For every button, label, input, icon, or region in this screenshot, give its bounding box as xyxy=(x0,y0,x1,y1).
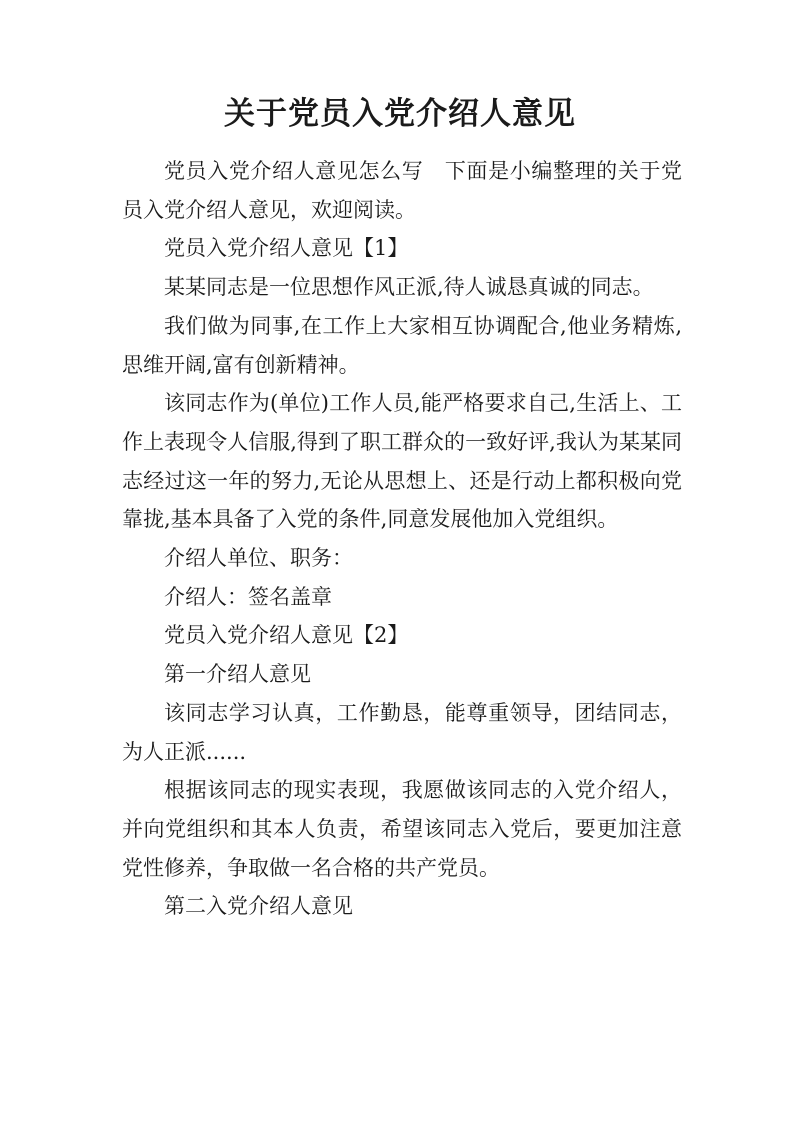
section-heading-1: 党员入党介绍人意见【1】 xyxy=(164,236,409,261)
paragraph-introducer-signature: 介绍人：签名盖章 xyxy=(164,584,332,609)
section-heading-2: 党员入党介绍人意见【2】 xyxy=(164,623,409,648)
paragraph: 我们做为同事,在工作上大家相互协调配合,他业务精炼,思维开阔,富有创新精神。 xyxy=(122,313,682,377)
subheading-first-introducer: 第一介绍人意见 xyxy=(164,662,311,687)
paragraph: 根据该同志的现实表现，我愿做该同志的入党介绍人，并向党组织和其本人负责，希望该同志入党后，要更加注意党性修养，争取做一名合格的共产党员。 xyxy=(122,778,682,880)
paragraph-intro: 党员入党介绍人意见怎么写 下面是小编整理的关于党员入党介绍人意见，欢迎阅读。 xyxy=(122,159,682,222)
document-title: 关于党员入党介绍人意见 xyxy=(224,96,576,132)
paragraph: 某某同志是一位思想作风正派,待人诚恳真诚的同志。 xyxy=(164,275,654,300)
subheading-second-introducer: 第二入党介绍人意见 xyxy=(164,894,353,919)
paragraph-introducer-unit: 介绍人单位、职务： xyxy=(164,546,353,571)
document-body xyxy=(122,152,682,926)
paragraph: 该同志学习认真，工作勤恳，能尊重领导，团结同志，为人正派...... xyxy=(122,700,682,764)
paragraph: 该同志作为(单位)工作人员,能严格要求自己,生活上、工作上表现令人信服,得到了职工群众的一致好评,我认为某某同志经过这一年的努力,无论从思想上、还是行动上都积极向党靠拢,基本具备了入党的条件,同意发展他加入党组织。 xyxy=(122,391,682,532)
